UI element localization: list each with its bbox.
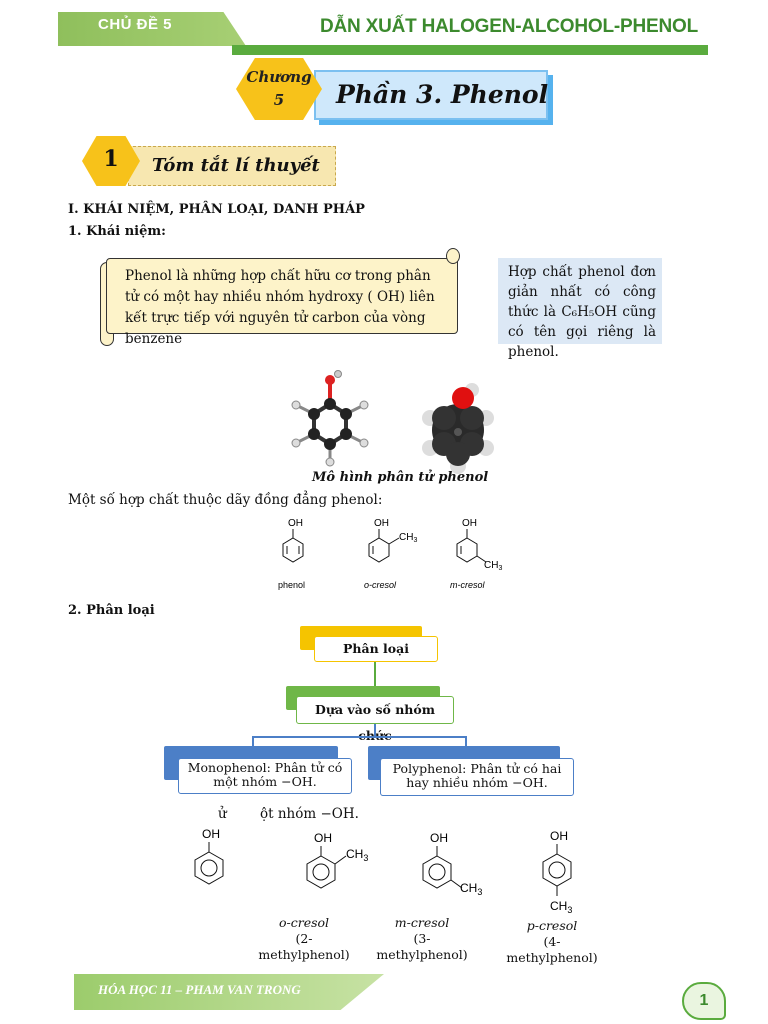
m-cresol-iupac: (3-methylphenol) bbox=[376, 931, 468, 962]
o-cresol-large-structure bbox=[307, 831, 368, 888]
subheading-classification: 2. Phân loại bbox=[68, 603, 155, 618]
m-cresol-large-structure bbox=[423, 831, 482, 897]
svg-text:CH3: $CH_3$ bbox=[550, 899, 573, 915]
p-cresol-caption bbox=[498, 918, 606, 966]
phenol-structure bbox=[278, 518, 305, 590]
m-cresol-structure bbox=[450, 518, 502, 590]
chapter-label bbox=[236, 66, 322, 112]
text-fragment-2: ột nhóm −OH. bbox=[260, 806, 359, 822]
footer-text: HÓA HỌC 11 – PHAM VAN TRONG bbox=[98, 982, 301, 997]
level2-node: Dựa vào số nhóm bbox=[296, 696, 454, 724]
note-text: Hợp chất phenol đơn giản nhất có công thức là C₆H₅OH cũng có tên gọi riêng là phenol. bbox=[508, 264, 656, 360]
definition-text: Phenol là những hợp chất hữu cơ trong phân tử có một hay nhiều nhóm hydroxy ( OH) liên kết trực tiếp với nguyên tử carbon của vòng benzene bbox=[125, 268, 435, 347]
o-cresol-structure bbox=[364, 518, 417, 590]
monophenol-example-structures bbox=[180, 824, 600, 920]
m-cresol-caption bbox=[368, 915, 476, 963]
monophenol-node: Monophenol: Phân tử có một nhóm −OH. bbox=[178, 758, 352, 794]
homolog-intro: Một số hợp chất thuộc dãy đồng đẳng phenol: bbox=[68, 492, 383, 508]
oh-label: OH bbox=[288, 518, 303, 529]
subheading-concept: 1. Khái niệm: bbox=[68, 224, 166, 239]
svg-text:CH3: $CH_3$ bbox=[484, 560, 503, 572]
m-cresol-label: m-cresol bbox=[450, 580, 485, 590]
connector-root bbox=[374, 662, 376, 686]
svg-text:OH: OH bbox=[202, 827, 220, 841]
svg-text:OH: OH bbox=[550, 829, 568, 843]
connector-right bbox=[465, 736, 467, 746]
text-fragment-1: ử bbox=[218, 806, 227, 822]
svg-text:OH: OH bbox=[462, 518, 477, 529]
header-rule bbox=[232, 45, 708, 55]
p-cresol-iupac: (4-methylphenol) bbox=[506, 934, 598, 965]
p-cresol-large-structure bbox=[543, 829, 572, 915]
svg-text:OH: OH bbox=[314, 831, 332, 845]
o-cresol-name: o-cresol bbox=[278, 915, 330, 930]
o-cresol-label: o-cresol bbox=[364, 580, 397, 590]
p-cresol-name: p-cresol bbox=[526, 918, 578, 933]
phenol-label: phenol bbox=[278, 580, 306, 590]
homolog-structures bbox=[268, 512, 518, 592]
header-title: DẪN XUẤT HALOGEN-ALCOHOL-PHENOL bbox=[319, 16, 698, 37]
connector-horizontal bbox=[252, 736, 466, 738]
connector-level2 bbox=[374, 724, 376, 736]
phenol-molecule-models bbox=[280, 368, 510, 476]
svg-text:OH: OH bbox=[430, 831, 448, 845]
ball-stick-model bbox=[292, 371, 368, 467]
chapter-label-number: 5 bbox=[273, 91, 285, 109]
part-heading: I. KHÁI NIỆM, PHÂN LOẠI, DANH PHÁP bbox=[68, 202, 365, 217]
chapter-title: Phần 3. Phenol bbox=[336, 80, 549, 109]
svg-text:CH3: $CH_3$ bbox=[399, 532, 418, 544]
section-title: Tóm tắt lí thuyết bbox=[152, 155, 320, 176]
model-caption: Mô hình phân tử phenol bbox=[312, 470, 489, 485]
svg-text:CH3: $CH_3$ bbox=[346, 847, 369, 863]
space-filling-model bbox=[422, 383, 494, 474]
polyphenol-node: Polyphenol: Phân tử có hai hay nhiều nhóm −OH. bbox=[380, 758, 574, 796]
o-cresol-iupac: (2-methylphenol) bbox=[258, 931, 350, 962]
chapter-tag: CHỦ ĐỀ 5 bbox=[98, 16, 173, 33]
scroll-curl-right bbox=[446, 248, 460, 264]
svg-text:OH: OH bbox=[374, 518, 389, 529]
svg-text:CH3: $CH_3$ bbox=[460, 881, 483, 897]
phenol-large-structure bbox=[195, 827, 223, 884]
m-cresol-name: m-cresol bbox=[394, 915, 450, 930]
chapter-label-word: Chương bbox=[246, 68, 312, 86]
connector-left bbox=[252, 736, 254, 746]
root-node: Phân loại bbox=[314, 636, 438, 662]
page-number: 1 bbox=[699, 992, 709, 1009]
o-cresol-caption bbox=[252, 915, 356, 963]
section-number: 1 bbox=[103, 146, 119, 172]
